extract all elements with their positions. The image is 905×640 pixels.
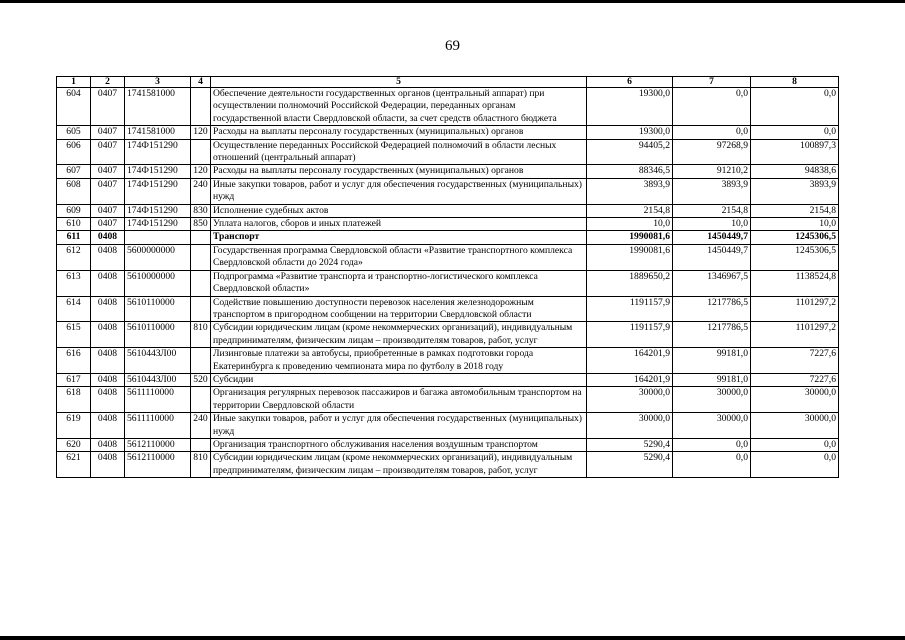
expense-type-cell: 240 [191,413,211,439]
amount-year-2-cell: 91210,2 [673,165,751,178]
item-name-cell: Осуществление переданных Российской Федерацией полномочий в области лесных отношений (центральный аппарат) [211,139,587,165]
scan-bottom-border [0,636,905,640]
expense-type-cell: 850 [191,218,211,231]
amount-year-3-cell: 1101297,2 [751,296,839,322]
section-code-cell: 0407 [91,218,125,231]
section-code-cell: 0407 [91,204,125,217]
amount-year-1-cell: 3893,9 [587,178,673,204]
expense-type-cell [191,88,211,126]
item-name-cell: Транспорт [211,231,587,244]
target-article-cell: 1741581000 [125,88,191,126]
amount-year-3-cell: 0,0 [751,452,839,478]
header-col-5: 5 [211,77,587,88]
amount-year-3-cell: 30000,0 [751,387,839,413]
target-article-cell: 174Ф151290 [125,139,191,165]
amount-year-1-cell: 94405,2 [587,139,673,165]
target-article-cell: 5611110000 [125,413,191,439]
amount-year-1-cell: 1191157,9 [587,296,673,322]
amount-year-2-cell: 1450449,7 [673,244,751,270]
amount-year-2-cell: 3893,9 [673,178,751,204]
item-name-cell: Организация транспортного обслуживания населения воздушным транспортом [211,438,587,451]
amount-year-2-cell: 1217786,5 [673,322,751,348]
target-article-cell: 174Ф151290 [125,165,191,178]
amount-year-1-cell: 5290,4 [587,438,673,451]
header-col-4: 4 [191,77,211,88]
scan-top-border [0,0,905,3]
row-number-cell: 619 [57,413,91,439]
expense-type-cell [191,139,211,165]
table-row [57,373,839,386]
expense-type-cell [191,231,211,244]
header-col-8: 8 [751,77,839,88]
item-name-cell: Уплата налогов, сборов и иных платежей [211,218,587,231]
amount-year-3-cell: 1245306,5 [751,231,839,244]
target-article-cell: 5610000000 [125,270,191,296]
section-code-cell: 0408 [91,231,125,244]
item-name-cell: Обеспечение деятельности государственных органов (центральный аппарат) при осуществлении полномочий Российской Федерации, переданных органам государственной власти Свердловской области, за счет средств областного бюджета [211,88,587,126]
amount-year-2-cell: 10,0 [673,218,751,231]
amount-year-1-cell: 164201,9 [587,348,673,374]
section-code-cell: 0407 [91,88,125,126]
amount-year-2-cell: 0,0 [673,438,751,451]
table-row [57,244,839,270]
expense-type-cell: 240 [191,178,211,204]
expense-type-cell [191,244,211,270]
target-article-cell: 5612110000 [125,452,191,478]
target-article-cell [125,231,191,244]
target-article-cell: 5610110000 [125,322,191,348]
expense-type-cell [191,387,211,413]
header-row [57,77,839,88]
amount-year-1-cell: 1889650,2 [587,270,673,296]
row-number-cell: 604 [57,88,91,126]
target-article-cell: 5610110000 [125,296,191,322]
section-code-cell: 0408 [91,348,125,374]
header-col-2: 2 [91,77,125,88]
item-name-cell: Содействие повышению доступности перевозок населения железнодорожным транспортом в пригородном сообщении на территории Свердловской области [211,296,587,322]
table-body [57,88,839,478]
item-name-cell: Иные закупки товаров, работ и услуг для обеспечения государственных (муниципальных) нужд [211,413,587,439]
amount-year-1-cell: 19300,0 [587,126,673,139]
amount-year-3-cell: 0,0 [751,88,839,126]
amount-year-3-cell: 7227,6 [751,373,839,386]
amount-year-3-cell: 10,0 [751,218,839,231]
amount-year-2-cell: 1217786,5 [673,296,751,322]
section-code-cell: 0407 [91,126,125,139]
table-row [57,270,839,296]
item-name-cell: Подпрограмма «Развитие транспорта и транспортно-логистического комплекса Свердловской области» [211,270,587,296]
amount-year-1-cell: 30000,0 [587,413,673,439]
table-row [57,322,839,348]
row-number-cell: 613 [57,270,91,296]
amount-year-3-cell: 0,0 [751,438,839,451]
table-row [57,413,839,439]
table-row [57,231,839,244]
target-article-cell: 561044ЗЛ00 [125,348,191,374]
section-code-cell: 0407 [91,165,125,178]
header-col-1: 1 [57,77,91,88]
row-number-cell: 615 [57,322,91,348]
amount-year-2-cell: 1346967,5 [673,270,751,296]
table-row [57,165,839,178]
amount-year-3-cell: 1138524,8 [751,270,839,296]
section-code-cell: 0408 [91,373,125,386]
target-article-cell: 5612110000 [125,438,191,451]
item-name-cell: Расходы на выплаты персоналу государственных (муниципальных) органов [211,165,587,178]
row-number-cell: 608 [57,178,91,204]
header-col-6: 6 [587,77,673,88]
section-code-cell: 0408 [91,452,125,478]
expense-type-cell [191,348,211,374]
expense-type-cell: 120 [191,126,211,139]
expense-type-cell [191,296,211,322]
amount-year-1-cell: 30000,0 [587,387,673,413]
expense-type-cell: 810 [191,452,211,478]
amount-year-3-cell: 94838,6 [751,165,839,178]
amount-year-2-cell: 2154,8 [673,204,751,217]
header-col-7: 7 [673,77,751,88]
expense-type-cell: 810 [191,322,211,348]
amount-year-1-cell: 10,0 [587,218,673,231]
item-name-cell: Организация регулярных перевозок пассажиров и багажа автомобильным транспортом на территории Свердловской области [211,387,587,413]
item-name-cell: Субсидии юридическим лицам (кроме некоммерческих организаций), индивидуальным предпринимателям, физическим лицам – производителям товаров, работ, услуг [211,322,587,348]
amount-year-2-cell: 0,0 [673,452,751,478]
item-name-cell: Субсидии юридическим лицам (кроме некоммерческих организаций), индивидуальным предпринимателям, физическим лицам – производителям товаров, работ, услуг [211,452,587,478]
expense-type-cell [191,270,211,296]
amount-year-1-cell: 164201,9 [587,373,673,386]
table-row [57,139,839,165]
row-number-cell: 606 [57,139,91,165]
row-number-cell: 607 [57,165,91,178]
section-code-cell: 0407 [91,139,125,165]
amount-year-2-cell: 99181,0 [673,348,751,374]
amount-year-3-cell: 0,0 [751,126,839,139]
table-row [57,126,839,139]
target-article-cell: 174Ф151290 [125,178,191,204]
target-article-cell: 561044ЗЛ00 [125,373,191,386]
item-name-cell: Иные закупки товаров, работ и услуг для обеспечения государственных (муниципальных) нужд [211,178,587,204]
amount-year-1-cell: 1990081,6 [587,244,673,270]
amount-year-2-cell: 99181,0 [673,373,751,386]
table-row [57,218,839,231]
item-name-cell: Государственная программа Свердловской области «Развитие транспортного комплекса Свердловской области до 2024 года» [211,244,587,270]
target-article-cell: 5611110000 [125,387,191,413]
amount-year-2-cell: 97268,9 [673,139,751,165]
row-number-cell: 609 [57,204,91,217]
section-code-cell: 0408 [91,244,125,270]
row-number-cell: 621 [57,452,91,478]
amount-year-2-cell: 0,0 [673,88,751,126]
amount-year-3-cell: 1245306,5 [751,244,839,270]
target-article-cell: 174Ф151290 [125,204,191,217]
row-number-cell: 610 [57,218,91,231]
row-number-cell: 617 [57,373,91,386]
row-number-cell: 614 [57,296,91,322]
table-row [57,204,839,217]
row-number-cell: 620 [57,438,91,451]
item-name-cell: Расходы на выплаты персоналу государственных (муниципальных) органов [211,126,587,139]
amount-year-1-cell: 1191157,9 [587,322,673,348]
amount-year-3-cell: 30000,0 [751,413,839,439]
section-code-cell: 0408 [91,270,125,296]
amount-year-3-cell: 3893,9 [751,178,839,204]
table-row [57,438,839,451]
table-row [57,178,839,204]
amount-year-2-cell: 0,0 [673,126,751,139]
item-name-cell: Субсидии [211,373,587,386]
table-row [57,387,839,413]
target-article-cell: 174Ф151290 [125,218,191,231]
target-article-cell: 1741581000 [125,126,191,139]
amount-year-3-cell: 100897,3 [751,139,839,165]
page-number: 69 [445,38,460,54]
amount-year-1-cell: 1990081,6 [587,231,673,244]
amount-year-3-cell: 1101297,2 [751,322,839,348]
amount-year-3-cell: 7227,6 [751,348,839,374]
section-code-cell: 0408 [91,322,125,348]
row-number-cell: 611 [57,231,91,244]
item-name-cell: Лизинговые платежи за автобусы, приобретенные в рамках подготовки города Екатеринбурга к проведению чемпионата мира по футболу в 2018 году [211,348,587,374]
section-code-cell: 0408 [91,438,125,451]
header-col-3: 3 [125,77,191,88]
section-code-cell: 0407 [91,178,125,204]
amount-year-3-cell: 2154,8 [751,204,839,217]
amount-year-2-cell: 30000,0 [673,413,751,439]
table-row [57,296,839,322]
amount-year-1-cell: 19300,0 [587,88,673,126]
section-code-cell: 0408 [91,413,125,439]
row-number-cell: 618 [57,387,91,413]
row-number-cell: 605 [57,126,91,139]
expense-type-cell: 120 [191,165,211,178]
expense-type-cell: 830 [191,204,211,217]
target-article-cell: 5600000000 [125,244,191,270]
row-number-cell: 616 [57,348,91,374]
amount-year-1-cell: 2154,8 [587,204,673,217]
table-row [57,88,839,126]
section-code-cell: 0408 [91,296,125,322]
budget-table [56,76,839,478]
table-row [57,452,839,478]
expense-type-cell [191,438,211,451]
section-code-cell: 0408 [91,387,125,413]
amount-year-1-cell: 5290,4 [587,452,673,478]
expense-type-cell: 520 [191,373,211,386]
amount-year-1-cell: 88346,5 [587,165,673,178]
table-row [57,348,839,374]
item-name-cell: Исполнение судебных актов [211,204,587,217]
amount-year-2-cell: 30000,0 [673,387,751,413]
amount-year-2-cell: 1450449,7 [673,231,751,244]
row-number-cell: 612 [57,244,91,270]
